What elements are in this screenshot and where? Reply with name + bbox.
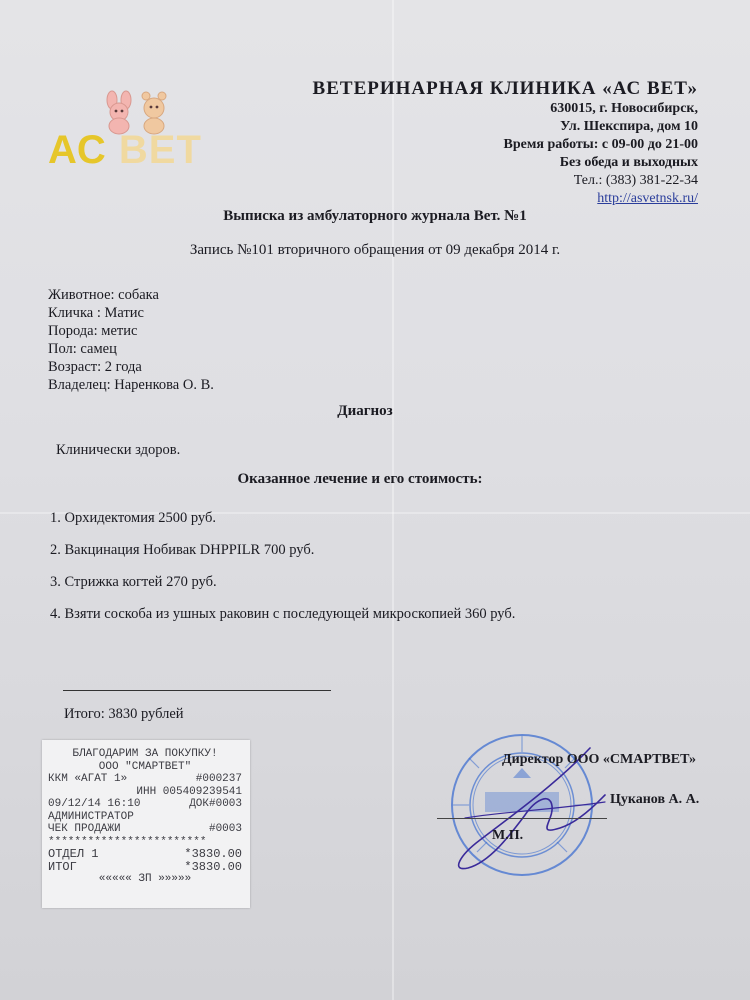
total-amount: Итого: 3830 рублей (64, 706, 184, 722)
receipt-dept-amount: *3830.00 (184, 847, 242, 861)
animal-species: Животное: собака (48, 287, 159, 303)
treatment-item: 4. Взяти соскоба из ушных раковин с последующей микроскопией 360 руб. (50, 606, 516, 622)
receipt-check-number: #0003 (208, 823, 242, 835)
signature-line (437, 818, 607, 819)
director-title: Директор ООО «СМАРТВЕТ» (502, 752, 697, 767)
receipt-total-row (48, 861, 242, 874)
diagnosis-heading: Диагноз (337, 403, 393, 419)
receipt-dept-row (48, 848, 242, 861)
receipt-datetime: 09/12/14 16:10 (48, 798, 141, 810)
animal-breed: Порода: метис (48, 323, 138, 339)
director-name: Цуканов А. А. (610, 792, 700, 807)
receipt-separator: ************************ (48, 835, 207, 848)
clinic-phone: Тел.: (383) 381-22-34 (573, 173, 698, 188)
treatment-item: 1. Орхидектомия 2500 руб. (50, 510, 216, 526)
receipt-inn: ИНН 005409239541 (136, 785, 242, 798)
animal-owner: Владелец: Наренкова О. В. (48, 377, 214, 393)
logo-text (48, 128, 202, 173)
receipt-kkm-row (48, 773, 242, 786)
receipt-doc: ДОК#0003 (189, 798, 242, 810)
clinic-hours: Время работы: с 09-00 до 21-00 (503, 137, 698, 152)
logo-brand-vet: ВЕТ (118, 128, 202, 172)
clinic-address-city: 630015, г. Новосибирск, (550, 101, 698, 116)
animal-sex: Пол: самец (48, 341, 117, 357)
clinic-website-link[interactable]: http://asvetnsk.ru/ (597, 191, 698, 206)
receipt-check: ЧЕК ПРОДАЖИ (48, 823, 121, 835)
clinic-name: ВЕТЕРИНАРНАЯ КЛИНИКА «АС ВЕТ» (312, 78, 698, 99)
receipt-datetime-row (48, 798, 242, 811)
animal-name: Кличка : Матис (48, 305, 144, 321)
stamp-place-label: М.П. (492, 828, 524, 843)
clinic-address-street: Ул. Шекспира, дом 10 (560, 119, 698, 134)
logo-brand-ac: АС (48, 128, 107, 172)
receipt-kkm-number: #000237 (195, 773, 242, 785)
receipt-check-row (48, 823, 242, 836)
record-line: Запись №101 вторичного обращения от 09 декабря 2014 г. (189, 242, 561, 258)
receipt-operator: АДМИНИСТРАТОР (48, 810, 134, 823)
animal-age: Возраст: 2 года (48, 359, 142, 375)
receipt-company: ООО "СМАРТВЕТ" (98, 760, 192, 773)
treatment-item: 2. Вакцинация Нобивак DHPPILR 700 руб. (50, 542, 315, 558)
receipt-total-amount: *3830.00 (184, 859, 242, 874)
clinic-header (313, 80, 698, 208)
cash-receipt (42, 740, 250, 908)
animal-info (48, 286, 214, 394)
receipt-footer: ««««« ЗП »»»»» (98, 873, 192, 885)
diagnosis-text: Клинически здоров. (56, 442, 181, 458)
treatment-heading: Оказанное лечение и его стоимость: (237, 471, 483, 487)
total-divider (63, 690, 331, 691)
receipt-thanks: БЛАГОДАРИМ ЗА ПОКУПКУ! (72, 748, 218, 760)
clinic-no-break: Без обеда и выходных (559, 155, 698, 170)
receipt-total-label: ИТОГ (48, 859, 77, 874)
clinic-logo (40, 86, 230, 176)
receipt-kkm: ККМ «АГАТ 1» (48, 773, 128, 785)
document-title: Выписка из амбулаторного журнала Вет. №1 (223, 208, 527, 224)
receipt-dept: ОТДЕЛ 1 (48, 847, 99, 861)
treatment-item: 3. Стрижка когтей 270 руб. (50, 574, 217, 590)
